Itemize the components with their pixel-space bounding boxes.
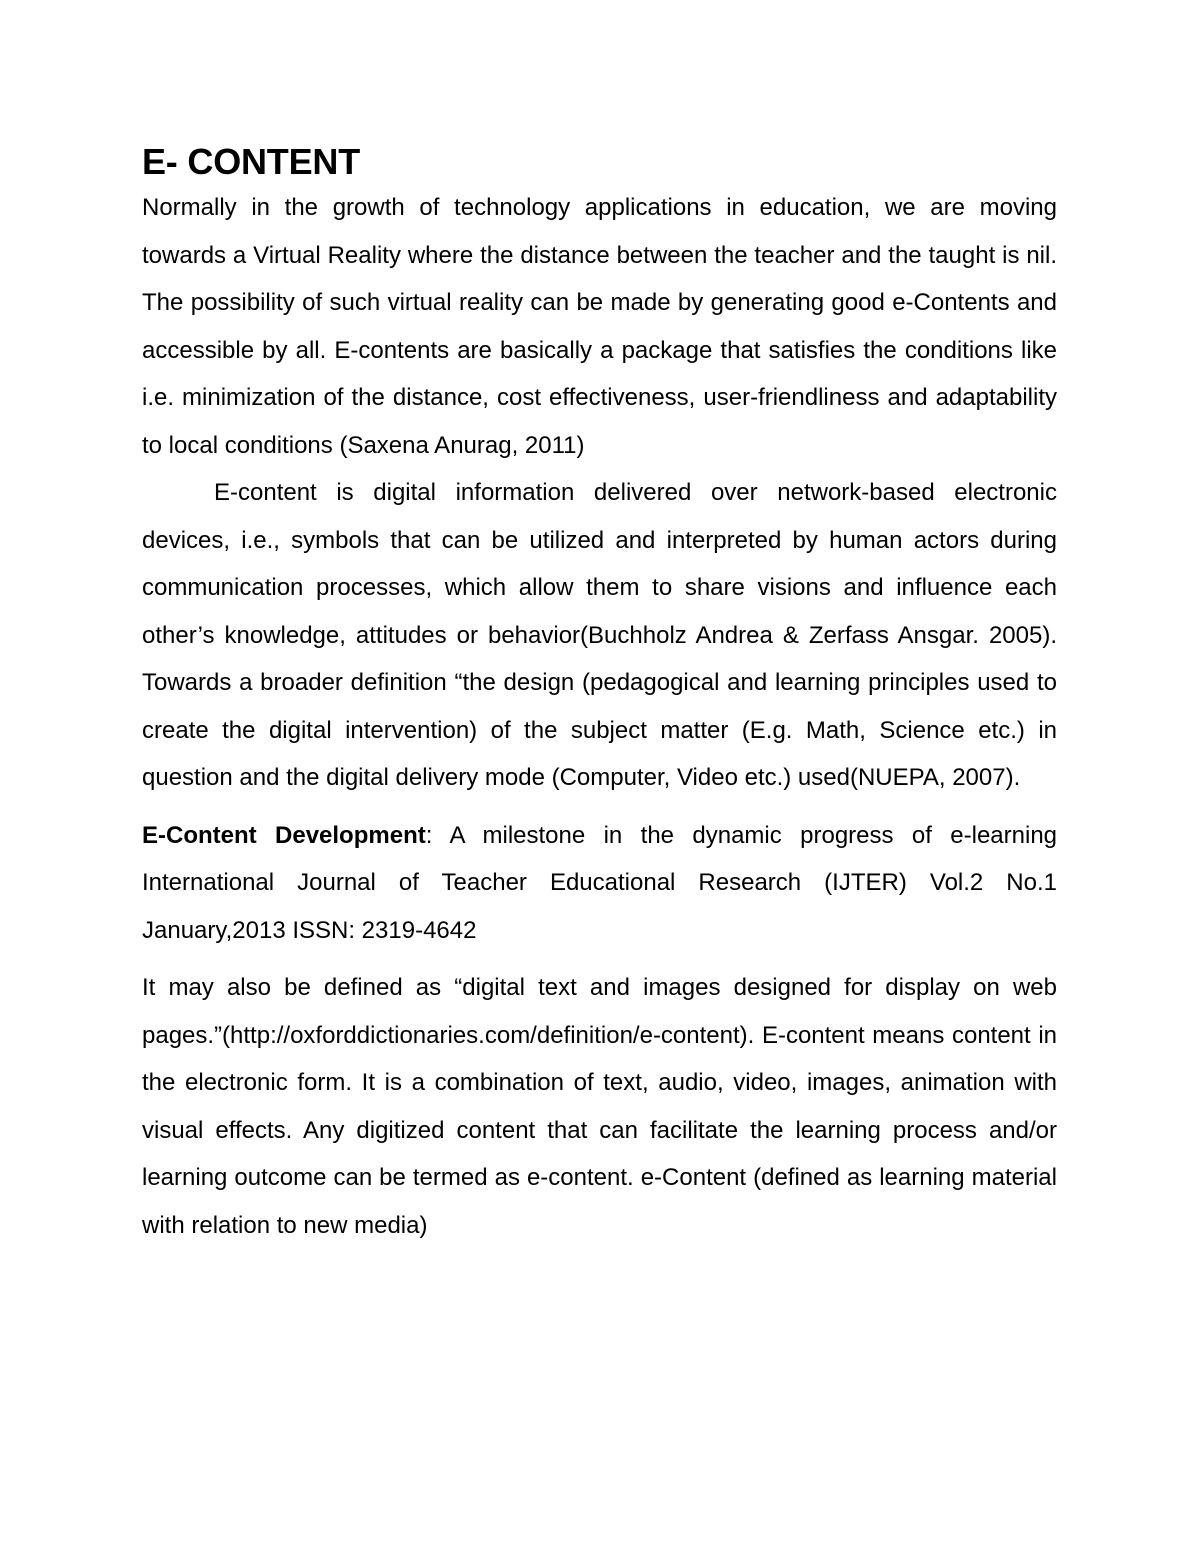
paragraph-definition: E-content is digital information delivered over network-based electronic devices, i.e., symbols that can be utilized and interpreted by human actors during communication processes, which allow them to share visions and influence each other’s knowledge, attitudes or behavior(Buchholz Andrea & Zerfass Ansgar. 2005). Towards a broader definition “the design (pedagogical and learning principles used to create the digital intervention) of the subject matter (E.g. Math, Science etc.) in question and the digital delivery mode (Computer, Video etc.) used(NUEPA, 2007). <box>142 479 1057 791</box>
document-title: E- CONTENT <box>142 141 360 182</box>
paragraph-citation <box>142 812 1057 955</box>
citation-bold-label: E-Content Development <box>142 821 426 849</box>
paragraph-intro: Normally in the growth of technology applications in education, we are moving towards a Virtual Reality where the distance between the teacher and the taught is nil. The possibility of such virtual reality can be made by generating good e-Contents and accessible by all. E-contents are basically a package that satisfies the conditions like i.e. minimization of the distance, cost effectiveness, user-friendliness and adaptability to local conditions (Saxena Anurag, 2011) <box>142 194 1057 459</box>
citation-text: : A milestone in the dynamic progress of e-learning International Journal of Teacher Educational Research (IJTER) Vol.2 No.1 January,2013 ISSN: 2319-4642 <box>142 821 1058 944</box>
document-page <box>142 140 1057 1249</box>
paragraph-oxford-definition: It may also be defined as “digital text and images designed for display on web pages.”(http://oxforddictionaries.com/definition/e-content). E-content means content in the electronic form. It is a combination of text, audio, video, images, animation with visual effects. Any digitized content that can facilitate the learning process and/or learning outcome can be termed as e-content. e-Content (defined as learning material with relation to new media) <box>142 974 1057 1239</box>
